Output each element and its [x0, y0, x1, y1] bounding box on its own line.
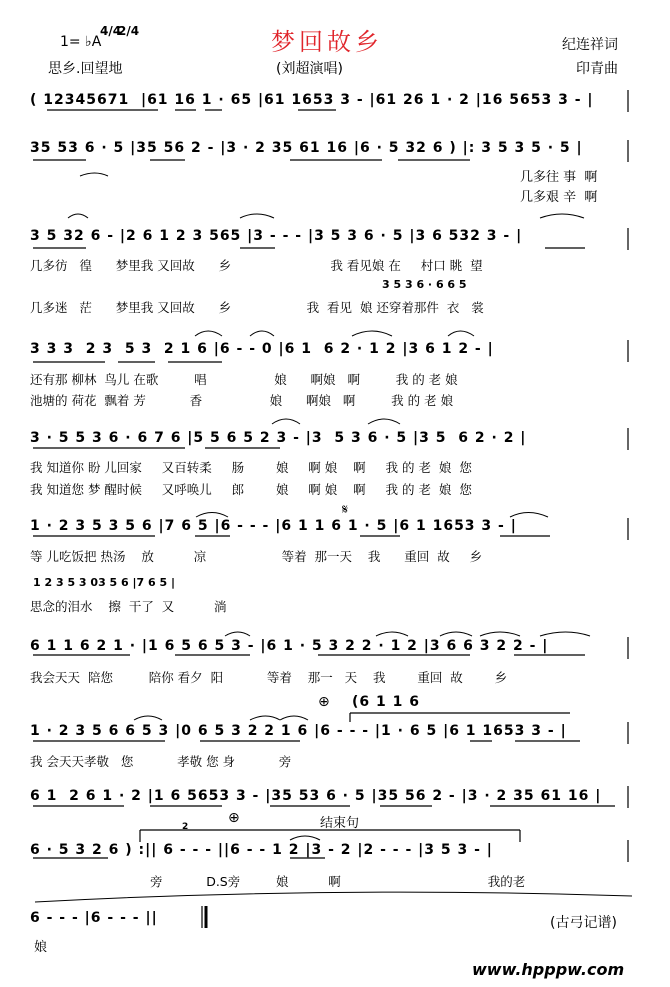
score-row-7: 6 1 1 6 2 1 · |1 6 5 6 5 3 - |6 1 · 5 3 2 2 · 1 2 |3 6 6 3 2 2 - | — [30, 638, 549, 654]
lyrics-row-3-verse-2: 几多迷 茫 梦里我 又回故 乡 我 看见 娘 还穿着那件 衣 裳 — [30, 300, 484, 315]
coda-sign-2: ⊕ — [228, 810, 240, 826]
lyrics-row-2-verse-2: 几多艰 辛 啊 — [520, 190, 598, 205]
lyrics-row-4-verse-1: 还有那 柳林 鸟儿 在歌 唱 娘 啊娘 啊 我 的 老 娘 — [30, 372, 458, 387]
lyrics-row-5-verse-2: 我 知道您 梦 醒时候 又呼唤儿 郎 娘 啊 娘 啊 我 的 老 娘 您 — [30, 482, 472, 497]
lyrics-row-6-verse-1: 等 儿吃饭把 热汤 放 凉 等着 那一天 我 重回 故 乡 — [30, 549, 483, 564]
singer-credit: (刘超演唱) — [276, 61, 343, 77]
website-watermark: www.hpppw.com — [472, 960, 625, 979]
lyricist-credit: 纪连祥词 — [562, 37, 618, 53]
lyrics-row-5-verse-1: 我 知道你 盼 儿回家 又百转柔 肠 娘 啊 娘 啊 我 的 老 娘 您 — [30, 460, 472, 475]
subtitle: 思乡.回望地 — [48, 61, 123, 77]
time-signature-44: 4/4 — [100, 24, 122, 38]
lyrics-row-4-verse-2: 池塘的 荷花 飘着 芳 香 娘 啊娘 啊 我 的 老 娘 — [30, 393, 454, 408]
lyrics-row-6-verse-2: 思念的泪水 擦 干了 又 淌 — [30, 599, 227, 614]
transcriber-credit: (古弓记谱) — [550, 915, 617, 931]
time-signature-24: 2/4 — [118, 24, 140, 38]
score-row-1: ( 12345671 |61 16 1 · 65 |61 1653 3 - |61 26 1 · 2 |16 5653 3 - | — [30, 92, 594, 108]
score-row-6: 1 · 2 3 5 3 5 6 |7 6 5 |6 - - - |6 1 1 6 1 · 5 |6 1 1653 3 - | — [30, 518, 517, 534]
score-row-5: 3 · 5 5 3 6 · 6 7 6 |5 5 6 5 2 3 - |3 5 3 6 · 5 |3 5 6 2 · 2 | — [30, 430, 527, 446]
score-row-7-top: (6 1 1 6 — [352, 694, 420, 710]
composer-credit: 印青曲 — [576, 61, 618, 77]
score-row-10: 6 · 5 3 2 6 ) :|| 6 - - - ||6 - - 1 2 |3 - 2 |2 - - - |3 5 3 - | — [30, 842, 493, 858]
volta-number: 2 — [182, 822, 189, 832]
lyrics-row-7-verse-1: 我会天天 陪您 陪你 看夕 阳 等着 那一 天 我 重回 故 乡 — [30, 670, 508, 685]
score-row-3: 3 5 32 6 - |2 6 1 2 3 565 |3 - - - |3 5 3 6 · 5 |3 6 532 3 - | — [30, 228, 523, 244]
score-row-4: 3 3 3 2 3 5 3 2 1 6 |6 - - 0 |6 1 6 2 · 1 2 |3 6 1 2 - | — [30, 341, 494, 357]
lyrics-row-11-verse-1: 娘 — [34, 940, 48, 955]
lyrics-row-8-verse-1: 我 会天天孝敬 您 孝敬 您 身 旁 — [30, 754, 292, 769]
key-signature: 1= ♭A — [60, 34, 102, 50]
segno-sign: 𝄋 — [342, 502, 349, 518]
score-row-11: 6 - - - |6 - - - || — [30, 910, 158, 926]
score-row-9: 6 1 2 6 1 · 2 |1 6 5653 3 - |35 53 6 · 5 |35 56 2 - |3 · 2 35 61 16 | — [30, 788, 602, 804]
coda-sign: ⊕ — [318, 694, 330, 710]
lyrics-row-2-verse-1: 几多往 事 啊 — [520, 170, 598, 185]
ending-marker: 结束句 — [320, 816, 360, 831]
song-title: 梦回故乡 — [271, 28, 383, 56]
score-row-2: 35 53 6 · 5 |35 56 2 - |3 · 2 35 61 16 |6 · 5 32 6 ) |: 3 5 3 5 · 5 | — [30, 140, 583, 156]
score-row-6-alt: 1 2 3 5 3 03 5 6 |7 6 5 | — [33, 576, 176, 589]
lyrics-row-10-verse-1: 旁 D.S旁 娘 啊 我的老 — [150, 874, 526, 889]
score-row-8: 1 · 2 3 5 6 6 5 3 |0 6 5 3 2 2 1 6 |6 - - - |1 · 6 5 |6 1 1653 3 - | — [30, 723, 567, 739]
score-row-3-alt: 3 5 3 6 · 6 6 5 — [382, 278, 467, 291]
lyrics-row-3-verse-1: 几多彷 徨 梦里我 又回故 乡 我 看见娘 在 村口 眺 望 — [30, 258, 483, 273]
